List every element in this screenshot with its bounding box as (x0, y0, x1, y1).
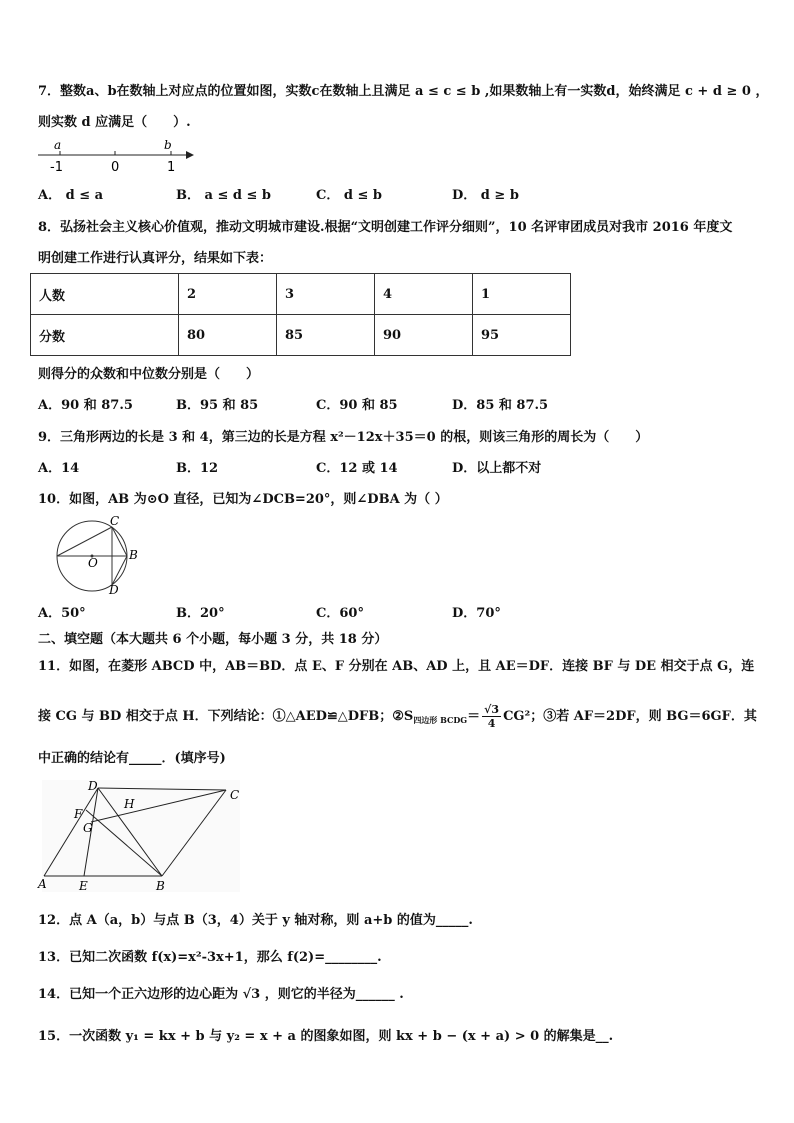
q8-option-c[interactable]: C．90 和 85 (316, 398, 398, 413)
table-cell: 2 (179, 274, 277, 315)
q11-line2-b: CG²；③若 AF＝2DF，则 BG＝6GF．其 (503, 709, 757, 724)
table-cell: 1 (473, 274, 571, 315)
q10-option-b[interactable]: B．20° (176, 606, 225, 621)
q11-equals: ＝ (467, 709, 481, 724)
q11-subscript: 四边形 BCDG (413, 715, 468, 725)
table-cell: 分数 (31, 315, 179, 356)
q9-option-d[interactable]: D．以上都不对 (452, 461, 542, 476)
label-b: B (156, 879, 165, 893)
label-d: D (88, 779, 98, 793)
q13-line1: 13．已知二次函数 f(x)=x²-3x+1，那么 f(2)=________. (38, 950, 382, 965)
table-cell: 4 (375, 274, 473, 315)
label-c: C (230, 788, 240, 802)
q8-option-a[interactable]: A．90 和 87.5 (38, 398, 133, 413)
q15-line1: 15．一次函数 y₁ = kx + b 与 y₂ = x + a 的图象如图，则 kx + b − (x + a) > 0 的解集是__. (38, 1029, 614, 1044)
q10-option-c[interactable]: C．60° (316, 606, 364, 621)
table-cell: 3 (277, 274, 375, 315)
rhombus-figure (36, 780, 246, 895)
table-cell: 80 (179, 315, 277, 356)
label-b: B (129, 548, 138, 562)
label-o: O (88, 556, 98, 570)
label-e: E (79, 879, 88, 893)
label-c: C (110, 514, 120, 528)
q11-line2 (38, 703, 757, 730)
tick-1: 1 (167, 160, 176, 175)
tick-0: 0 (111, 160, 120, 175)
q9-option-b[interactable]: B．12 (176, 461, 219, 476)
q11-line3: 中正确的结论有_____．(填序号) (38, 751, 226, 766)
label-b: b (164, 138, 172, 152)
frac-denominator: 4 (487, 717, 496, 730)
q9-option-a[interactable]: A．14 (38, 461, 80, 476)
table-cell: 90 (375, 315, 473, 356)
q8-line1: 8．弘扬社会主义核心价值观，推动文明城市建设.根据“文明创建工作评分细则”，10 名评审团成员对我市 2016 年度文 (38, 220, 733, 235)
q7-option-a[interactable]: A． d ≤ a (38, 188, 104, 203)
q8-question: 则得分的众数和中位数分别是（ ） (38, 367, 260, 382)
q8-option-b[interactable]: B．95 和 85 (176, 398, 259, 413)
q8-line2: 明创建工作进行认真评分，结果如下表： (38, 251, 273, 266)
circle-figure (52, 514, 142, 597)
number-line-figure (36, 138, 196, 178)
q7-line1: 7．整数a、b在数轴上对应点的位置如图，实数c在数轴上且满足 a ≤ c ≤ b ,如果数轴上有一实数d，始终满足 c + d ≥ 0 ， (38, 84, 769, 99)
q12-line1: 12．点 A（a，b）与点 B（3，4）关于 y 轴对称，则 a+b 的值为_____. (38, 913, 473, 928)
frac-numerator: √3 (484, 703, 500, 716)
label-h: H (124, 797, 135, 811)
label-a: A (38, 877, 47, 891)
q10-option-a[interactable]: A．50° (38, 606, 86, 621)
label-g: G (83, 821, 93, 835)
table-cell: 人数 (31, 274, 179, 315)
q7-option-b[interactable]: B． a ≤ d ≤ b (176, 188, 272, 203)
label-d: D (109, 583, 119, 597)
q11-line1: 11．如图，在菱形 ABCD 中，AB＝BD．点 E、F 分别在 AB、AD 上，且 AE＝DF．连接 BF 与 DE 相交于点 G，连 (38, 659, 755, 674)
tick-neg1: -1 (50, 160, 63, 175)
label-f: F (74, 807, 83, 821)
q11-fraction (482, 703, 501, 730)
q8-option-d[interactable]: D．85 和 87.5 (452, 398, 549, 413)
table-cell: 95 (473, 315, 571, 356)
q10-option-d[interactable]: D．70° (452, 606, 501, 621)
section-heading: 二、填空题（本大题共 6 个小题，每小题 3 分，共 18 分） (38, 632, 388, 647)
q7-option-d[interactable]: D． d ≥ b (452, 188, 519, 203)
q7-line2: 则实数 d 应满足（ ）. (38, 115, 191, 130)
table-row (31, 315, 571, 356)
q11-line2-a: 接 CG 与 BD 相交于点 H．下列结论：①△AED≌△DFB；②S (38, 709, 414, 724)
q10-line1: 10．如图，AB 为⊙O 直径，已知为∠DCB=20°，则∠DBA 为（ ） (38, 492, 448, 507)
score-table (30, 273, 571, 356)
label-a: a (54, 138, 62, 152)
q9-option-c[interactable]: C．12 或 14 (316, 461, 398, 476)
table-row (31, 274, 571, 315)
table-cell: 85 (277, 315, 375, 356)
q14-line1: 14．已知一个正六边形的边心距为 √3 ，则它的半径为______ . (38, 987, 404, 1002)
q7-option-c[interactable]: C． d ≤ b (316, 188, 382, 203)
q9-line1: 9．三角形两边的长是 3 和 4，第三边的长是方程 x²－12x＋35＝0 的根，则该三角形的周长为（ ） (38, 430, 649, 445)
